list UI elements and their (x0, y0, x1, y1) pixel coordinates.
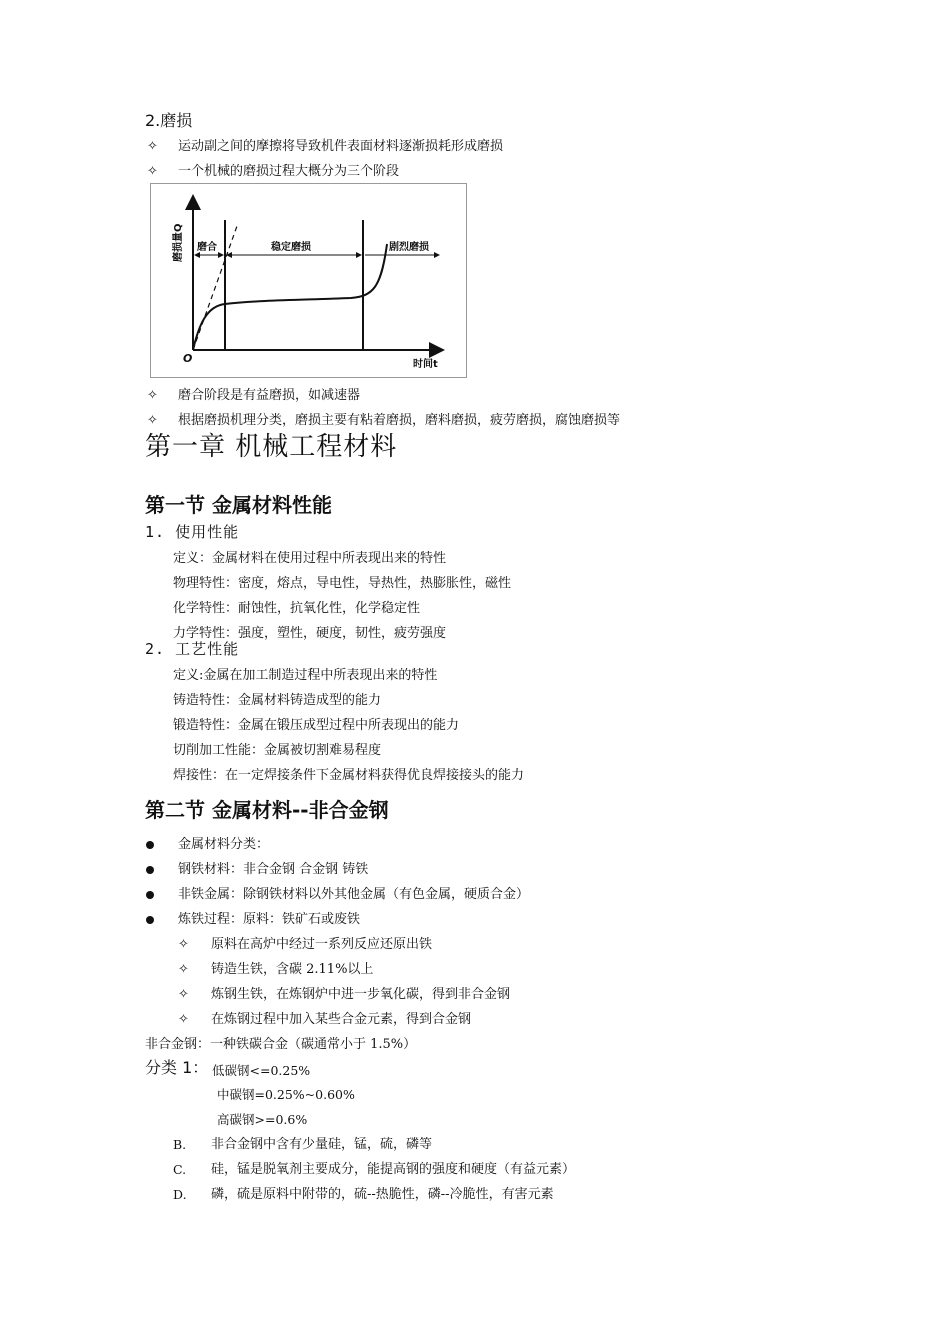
round-bullet-icon (146, 841, 154, 849)
sub-bullet-item: 原料在高炉中经过一系列反应还原出铁 (211, 937, 433, 952)
diamond-bullet-icon: ✧ (178, 962, 189, 977)
stage-label-running-in: 磨合 (197, 242, 217, 253)
property-line: 物理特性：密度，熔点，导电性，导热性，热膨胀性，磁性 (173, 576, 512, 591)
class-item: 低碳钢<=0.25% (212, 1063, 311, 1078)
x-axis-label: 时间t (413, 359, 438, 370)
diamond-bullet-icon: ✧ (178, 987, 189, 1002)
sub-bullet-item: 铸造生铁，含碳 2.11%以上 (211, 962, 374, 977)
lettered-item: 非合金钢中含有少量硅，锰，硫，磷等 (211, 1137, 433, 1152)
property-line: 锻造特性：金属在锻压成型过程中所表现出的能力 (173, 718, 460, 733)
section-title: 第一节 金属材料性能 (145, 493, 332, 517)
lettered-item: 硅，锰是脱氧剂主要成分，能提高钢的强度和硬度（有益元素） (211, 1162, 576, 1177)
subsection-heading: 1. 使用性能 (145, 523, 240, 541)
subsection-heading: 2. 工艺性能 (145, 640, 240, 658)
lettered-item: 磷，硫是原料中附带的，硫--热脆性，磷--冷脆性，有害元素 (211, 1187, 554, 1202)
wear-heading: 2.磨损 (145, 111, 193, 130)
section-title: 第二节 金属材料--非合金钢 (145, 798, 389, 822)
wear-bullet: 运动副之间的摩擦将导致机件表面材料逐渐损耗形成磨损 (178, 139, 504, 154)
property-line: 力学特性：强度，塑性，硬度，韧性，疲劳强度 (173, 626, 447, 641)
sub-bullet-item: 在炼钢过程中加入某些合金元素，得到合金钢 (211, 1012, 472, 1027)
class-item: 中碳钢=0.25%~0.60% (217, 1087, 355, 1102)
property-line: 定义：金属材料在使用过程中所表现出来的特性 (173, 551, 447, 566)
stage-label-steady: 稳定磨损 (271, 242, 311, 253)
class-item: 高碳钢>=0.6% (217, 1112, 308, 1127)
classification-label: 分类 1： (145, 1058, 209, 1077)
round-bullet-icon (146, 866, 154, 874)
sub-bullet-item: 炼钢生铁，在炼钢炉中进一步氧化碳，得到非合金钢 (211, 987, 511, 1002)
property-line: 焊接性：在一定焊接条件下金属材料获得优良焊接接头的能力 (173, 768, 525, 783)
list-letter: C. (173, 1162, 187, 1177)
property-line: 切削加工性能：金属被切割难易程度 (173, 743, 382, 758)
diamond-bullet-icon: ✧ (147, 413, 158, 428)
diamond-bullet-icon: ✧ (147, 388, 158, 403)
diamond-bullet-icon: ✧ (178, 1012, 189, 1027)
stage-label-severe: 剧烈磨损 (389, 242, 429, 253)
list-letter: B. (173, 1137, 187, 1152)
diamond-bullet-icon: ✧ (178, 937, 189, 952)
chapter-title: 第一章 机械工程材料 (145, 432, 398, 462)
origin-label: O (183, 352, 193, 365)
property-line: 化学特性：耐蚀性，抗氧化性，化学稳定性 (173, 601, 421, 616)
definition-line: 非合金钢：一种铁碳合金（碳通常小于 1.5%） (145, 1037, 417, 1052)
wear-bullet: 磨合阶段是有益磨损，如减速器 (178, 388, 361, 403)
wear-bullet: 根据磨损机理分类，磨损主要有粘着磨损，磨料磨损，疲劳磨损，腐蚀磨损等 (178, 413, 621, 428)
round-bullet-icon (146, 916, 154, 924)
round-bullet-icon (146, 891, 154, 899)
bullet-item: 炼铁过程：原料：铁矿石或废铁 (178, 912, 361, 927)
bullet-item: 非铁金属：除钢铁材料以外其他金属（有色金属，硬质合金） (178, 887, 530, 902)
y-axis-label: 磨损量Q (173, 223, 184, 262)
diamond-bullet-icon: ✧ (147, 164, 158, 179)
bullet-item: 金属材料分类： (178, 837, 270, 852)
bullet-item: 钢铁材料：非合金钢 合金钢 铸铁 (178, 862, 369, 877)
property-line: 定义:金属在加工制造过程中所表现出来的特性 (173, 668, 438, 683)
list-letter: D. (173, 1187, 187, 1202)
property-line: 铸造特性：金属材料铸造成型的能力 (173, 693, 382, 708)
wear-curve-figure (150, 183, 467, 378)
wear-bullet: 一个机械的磨损过程大概分为三个阶段 (178, 164, 400, 179)
wear-curve (193, 244, 387, 350)
wear-curve-svg (151, 184, 466, 377)
diamond-bullet-icon: ✧ (147, 139, 158, 154)
